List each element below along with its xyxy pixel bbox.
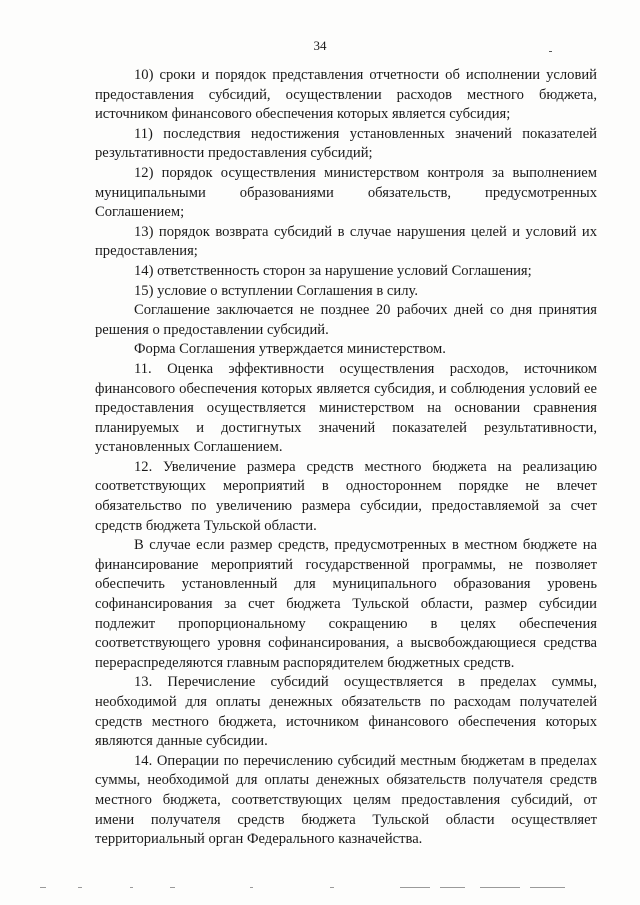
paragraph-agreement-deadline: Соглашение заключается не позднее 20 рабочих дней со дня принятия решения о предоставлении субсидий. bbox=[95, 302, 597, 338]
scan-artifact-line bbox=[40, 887, 600, 891]
paragraph-item-12: 12) порядок осуществления министерством контроля за выполнением муниципальными образованиями обязательств, предусмотренных Соглашением; bbox=[95, 164, 597, 221]
paragraph-section-12: 12. Увеличение размера средств местного бюджета на реализацию соответствующих мероприятий в одностороннем порядке не влечет обязательство по увеличению размера субсидии, предоставляемой за счет средств бюджета Тульской области. bbox=[95, 458, 597, 534]
paragraph-item-11: 11) последствия недостижения установленных значений показателей результативности предоставления субсидий; bbox=[95, 125, 597, 162]
paragraph-section-14: 14. Операции по перечислению субсидий местным бюджетам в пределах суммы, необходимой для оплаты денежных обязательств получателя средств местного бюджета, соответствующих целям предоставления субсидий, от имени получателя средств бюджета Тульской области осуществляет территориальный орган Федерального казначейства. bbox=[95, 752, 597, 848]
paragraph-item-15: 15) условие о вступлении Соглашения в силу. bbox=[134, 282, 418, 299]
paragraph-cofinancing: В случае если размер средств, предусмотренных в местном бюджете на финансирование мероприятий государственной программы, не позволяет обеспечить установленный для муниципального образования уровень софинансирования за счет бюджета Тульской области, размер субсидии подлежит пропорциональному сокращению в целях обеспечения соответствующего уровня софинансирования, а высвобождающиеся средства перераспределяются главным распорядителем бюджетных средств. bbox=[95, 537, 597, 671]
paragraph-item-14: 14) ответственность сторон за нарушение условий Соглашения; bbox=[134, 262, 532, 279]
page-number: 34 bbox=[313, 38, 327, 53]
paragraph-item-10: 10) сроки и порядок представления отчетности об исполнении условий предоставления субсидий, осуществлении расходов местного бюджета, источником финансового обеспечения которых является субсидия; bbox=[95, 67, 597, 123]
paragraph-agreement-form: Форма Соглашения утверждается министерством. bbox=[134, 341, 446, 358]
document-body bbox=[95, 66, 597, 850]
scan-mark bbox=[549, 51, 552, 52]
paragraph-section-11: 11. Оценка эффективности осуществления расходов, источником финансового обеспечения которых является субсидия, и соблюдения условий ее предоставления осуществляется министерством на основании сравнения планируемых и достигнутых значений показателей результативности, установленных Соглашением. bbox=[95, 360, 597, 456]
paragraph-section-13: 13. Перечисление субсидий осуществляется в пределах суммы, необходимой для оплаты денежных обязательств по расходам получателей средств местного бюджета, источником финансового обеспечения которых являются данные субсидии. bbox=[95, 674, 597, 750]
paragraph-item-13: 13) порядок возврата субсидий в случае нарушения целей и условий их предоставления; bbox=[95, 223, 597, 260]
